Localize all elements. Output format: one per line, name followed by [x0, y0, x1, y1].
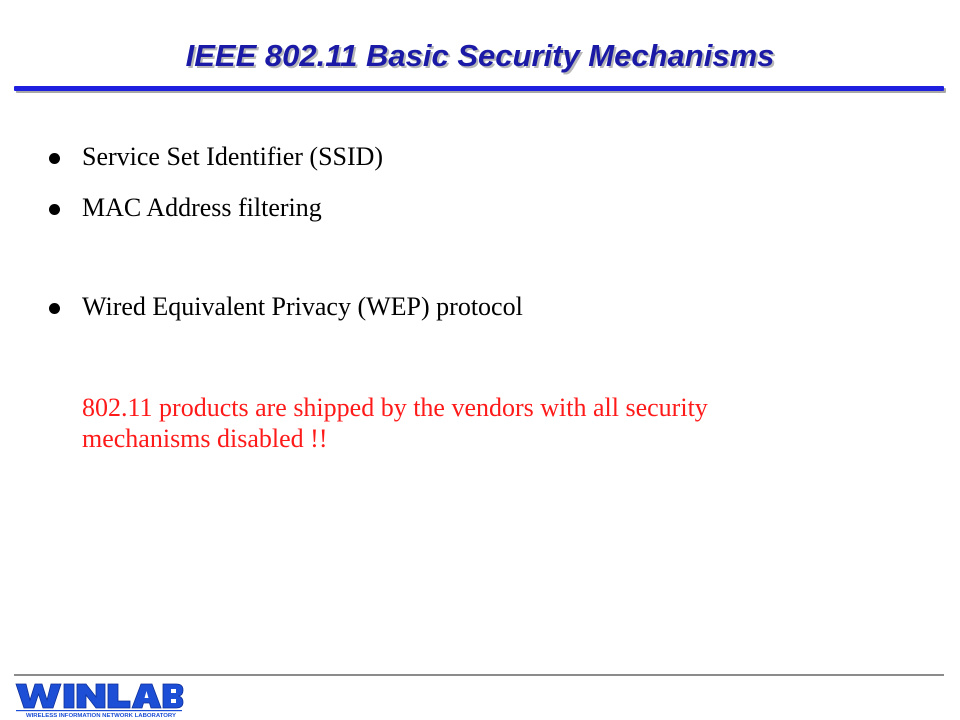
footer-divider [14, 674, 944, 676]
logo-tagline: WIRELESS INFORMATION NETWORK LABORATORY [26, 713, 177, 718]
bullet-item [0, 138, 960, 178]
title-underline [14, 86, 944, 91]
warning-note-line: 802.11 products are shipped by the vendors with all security [82, 393, 708, 422]
winlab-logo [14, 680, 184, 718]
bullet-dot-icon [49, 303, 60, 314]
bullet-dot-icon [49, 153, 60, 164]
bullet-text: Wired Equivalent Privacy (WEP) protocol [82, 292, 523, 321]
bullet-item [0, 288, 960, 328]
bullet-item [0, 189, 960, 229]
slide-title: IEEE 802.11 Basic Security Mechanisms [185, 38, 775, 73]
bullet-text: MAC Address filtering [82, 193, 322, 222]
bullet-dot-icon [49, 204, 60, 215]
warning-note [82, 392, 882, 454]
bullet-text: Service Set Identifier (SSID) [82, 142, 384, 171]
warning-note-line: mechanisms disabled !! [82, 424, 328, 453]
